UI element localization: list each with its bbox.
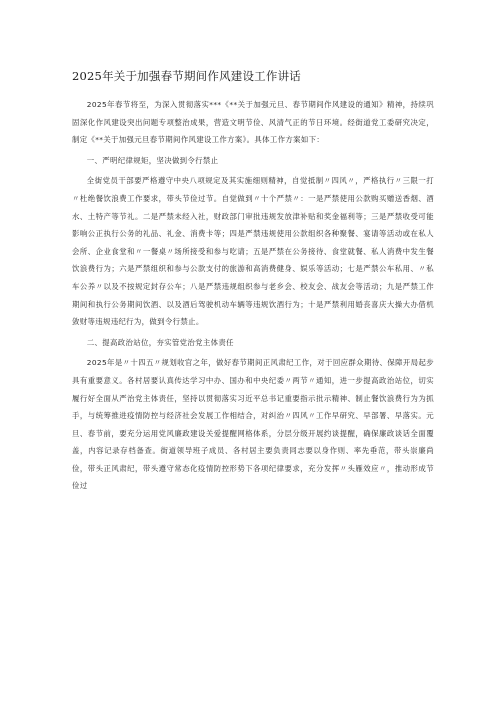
- section-heading-1: 一、严明纪律规矩，坚决做到令行禁止: [86, 155, 219, 165]
- section-2-paragraph: 2025年是〃十四五〃规划收官之年，做好春节期间正风肃纪工作，对于回应群众期待、保障开局起步具有重要意义。各村居要认真传达学习中办、国办和中央纪委〃两节〃通知，进一步提高政治站位，切实履行好全面从严治党主体责任，坚持以贯彻落实习近平总书记重要指示批示精神、制止餐饮浪费行为为抓手，与统筹推进疫情防控与经济社会发展工作相结合，对纠治〃四风〃工作早研究、早部署、早落实。元旦、春节前，要充分运用党风廉政建设关爱提醒网格体系，分层分级开展约谈提醒，确保廉政谈话全面覆盖，内容记录存档备查。街道领导班子成员、各村居主要负责同志要以身作则、率先垂范，带头崇廉尚俭，带头正风肃纪，带头遵守常态化疫情防控形势下各项纪律要求，充分发挥〃头雁效应〃，推动形成节俭过: [72, 358, 434, 491]
- section-heading-2: 二、提高政治站位，夯实管党治党主体责任: [86, 337, 234, 347]
- intro-paragraph: 2025年春节将至，为深入贯彻落实***《**关于加强元旦、春节期间作风建设的通知》精神，持续巩固深化作风建设突出问题专项整治成果，营造文明节俭、风清气正的节日环境。经街道党工委研究决定，制定《**关于加强元旦春节期间作风建设工作方案》。具体工作方案如下：: [72, 100, 434, 145]
- document-title: 2025年关于加强春节期间作风建设工作讲话: [72, 69, 301, 83]
- section-1-paragraph: 全街党员干部要严格遵守中央八项规定及其实施细则精神，自觉抵制〃四风〃，严格执行〃三限一打〃杜绝餐饮浪费工作要求，带头节俭过节。自觉做到〃十个严禁〃：一是严禁使用公款购买赠送香烟、酒水、土特产等节礼。二是严禁未经入社，财政部门审批违规发放津补贴和奖金福利等；三是严禁收受可能影响公正执行公务的礼品、礼金、消费卡等；四是严禁违规使用公款组织各种聚餐、宴请等活动或在私人会所、企业食堂和〃一餐桌〃场所接受和参与吃请；五是严禁在公务接待、食堂就餐、私人消费中发生餐饮浪费行为；六是严禁组织和参与公款支付的旅游和高消费健身、娱乐等活动；七是严禁公车私用、〃私车公养〃以及不按规定封存公车；八是严禁违规组织参与老乡会、校友会、战友会等活动；九是严禁工作期间和执行公务期间饮酒、以及酒后驾驶机动车辆等违规饮酒行为；十是严禁利用婚丧喜庆大操大办借机敛财等违规违纪行为，做到令行禁止。: [72, 176, 434, 327]
